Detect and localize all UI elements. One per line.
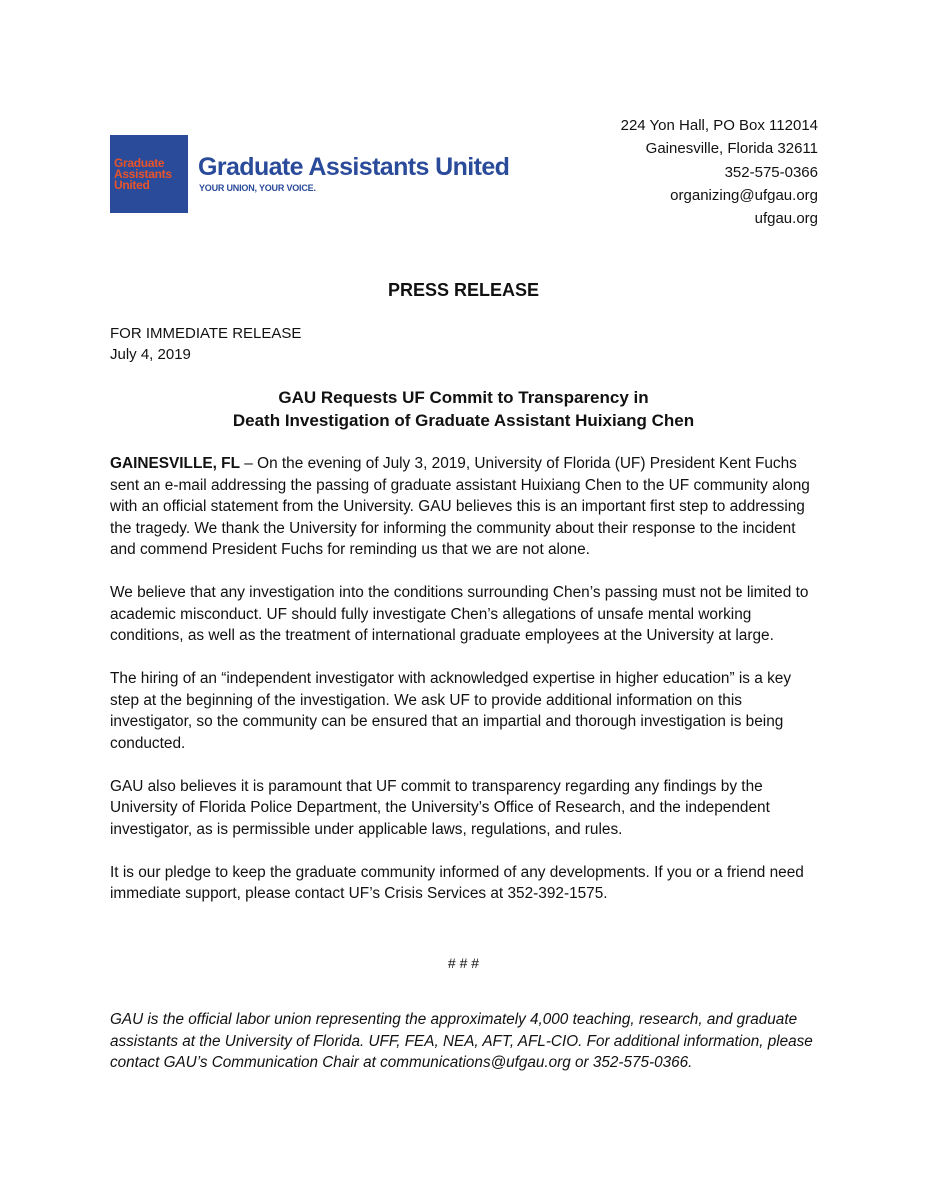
address-city: Gainesville, Florida 32611 [645, 140, 818, 158]
logo-text-line: Assistants [114, 166, 172, 181]
press-release-title: PRESS RELEASE [387, 280, 540, 300]
body-paragraph-4: GAU also believes it is paramount that UF commit to transparency regarding any findings by the University of Florida Police Department, the University’s Office of Research, and the independent investigator, as is permissible under applicable laws, regulations, and rules. [110, 777, 770, 838]
address-website: ufgau.org [754, 210, 818, 228]
body-paragraph-5: It is our pledge to keep the graduate community informed of any developments. If you or a friend need immediate support, please contact UF’s Crisis Services at 352-392-1575. [110, 863, 804, 902]
org-tagline: YOUR UNION, YOUR VOICE. [199, 183, 316, 193]
contact-address-block [621, 114, 818, 230]
address-street: 224 Yon Hall, PO Box 112014 [620, 117, 818, 134]
release-label: FOR IMMEDIATE RELEASE [110, 325, 302, 342]
org-name: Graduate Assistants United [198, 153, 510, 181]
headline [0, 386, 927, 432]
end-mark: # # # [447, 955, 480, 971]
logo-text-line: Graduate [114, 155, 165, 170]
headline-line-1: GAU Requests UF Commit to Transparency in [278, 388, 649, 407]
headline-line-2: Death Investigation of Graduate Assistant Huixiang Chen [232, 411, 695, 430]
body-paragraph-3: The hiring of an “independent investigator with acknowledged expertise in higher education” is a key step at the beginning of the investigation. We ask UF to provide additional information on this investigator, so the community can be ensured that an impartial and thorough investigation is being conducted. [110, 670, 792, 752]
gau-logo-mark [110, 135, 188, 213]
footer-boilerplate: GAU is the official labor union representing the approximately 4,000 teaching, research, and graduate assistants at the University of Florida. UFF, FEA, NEA, AFT, AFL-CIO. For additional information, please contact GAU’s Communication Chair at communications@ufgau.org or 352-575-0366. [110, 1011, 813, 1071]
paragraph-1-text: – On the evening of July 3, 2019, University of Florida (UF) President Kent Fuchs sent an e-mail addressing the passing of graduate assistant Huixiang Chen to the UF community along with an official statement from the University. GAU believes this is an important first step to addressing the tragedy. We thank the University for informing the community about their response to the incident and commend President Fuchs for reminding us that we are not alone. [110, 455, 810, 558]
address-phone: 352-575-0366 [724, 163, 818, 181]
logo-text-line: United [114, 177, 150, 192]
release-info [110, 323, 301, 365]
body-paragraph-1 [110, 453, 822, 561]
dateline: GAINESVILLE, FL [110, 455, 240, 472]
body-paragraph-2: We believe that any investigation into the conditions surrounding Chen’s passing must not be limited to academic misconduct. UF should fully investigate Chen’s allegations of unsafe mental working conditions, as well as the treatment of international graduate employees at the University at large. [110, 584, 809, 644]
address-email: organizing@ufgau.org [670, 186, 818, 204]
press-release-body [110, 453, 822, 926]
release-date: July 4, 2019 [110, 346, 191, 363]
